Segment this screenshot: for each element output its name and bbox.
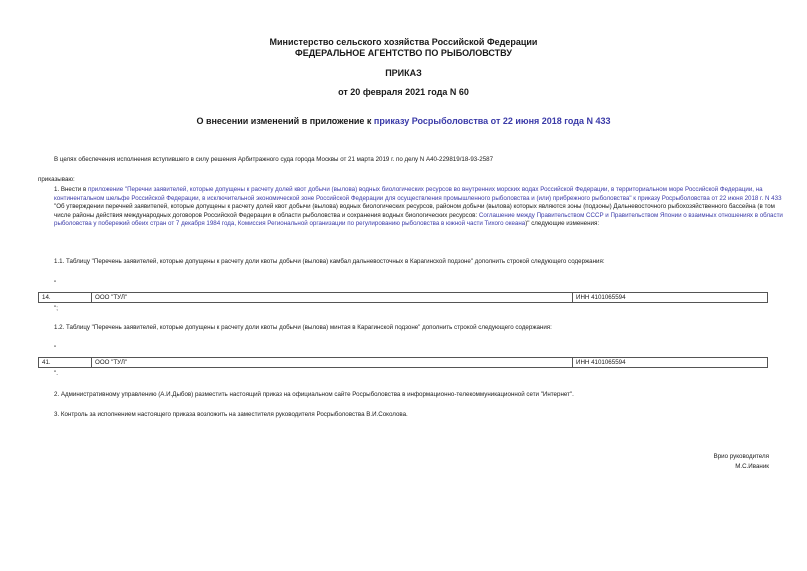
doc-type: ПРИКАЗ <box>385 68 422 78</box>
item-1-prefix: 1. Внести в <box>54 186 88 193</box>
preamble: В целях обеспечения исполнения вступившего в силу решения Арбитражного суда города Москвы от 21 марта 2019 г. по делу N А40-229819/18-93-2587 <box>54 156 494 163</box>
quote-open-2: " <box>54 345 57 352</box>
ministry-name: Министерство сельского хозяйства Российской Федерации <box>269 37 538 47</box>
signature-name: М.С.Иваник <box>735 463 769 470</box>
table-cell-inn: ИНН 4101065594 <box>573 293 768 303</box>
quote-open: " <box>54 280 57 287</box>
agency-name: ФЕДЕРАЛЬНОЕ АГЕНТСТВО ПО РЫБОЛОВСТВУ <box>295 48 512 58</box>
table-cell-num: 41. <box>39 358 92 368</box>
item-1-suffix: )" следующие изменения: <box>525 220 600 228</box>
signature-position: Врио руководителя <box>713 453 769 460</box>
item-1 <box>38 186 786 229</box>
item-1-mid: "Об утверждении перечней заявителей, которые допущены к расчету долей квот добычи (вылова) водных биологических ресурсов, районом добычи (вылова) которых являются зоны (подзоны) Дальневосточного рыбохозяйственного бассейна (в том числе районы действия международных договоров Российской Федерации в области рыболовства и сохранения водных биологических ресурсов: <box>54 203 775 219</box>
order-word: приказываю: <box>38 176 75 183</box>
quote-close: "; <box>54 305 58 312</box>
table-cell-inn: ИНН 4101065594 <box>573 358 768 368</box>
table-cell-name: ООО "ТУЛ" <box>92 293 573 303</box>
table-1 <box>38 292 768 303</box>
doc-subject <box>0 116 807 127</box>
table-cell-name: ООО "ТУЛ" <box>92 358 573 368</box>
table-2 <box>38 357 768 368</box>
table-row <box>39 358 768 368</box>
item-1-2: 1.2. Таблицу "Перечень заявителей, которые допущены к расчету доли квоты добычи (вылова) минтая в Карагинской подзоне" дополнить строкой следующего содержания: <box>54 324 552 331</box>
table-row <box>39 293 768 303</box>
quote-close-2: ". <box>54 370 58 377</box>
subject-link[interactable]: приказу Росрыболовства от 22 июня 2018 года N 433 <box>373 116 611 126</box>
item-2: 2. Административному управлению (А.И.Дыбов) разместить настоящий приказ на официальном сайте Росрыболовства в информационно-телекоммуникационной сети "Интернет". <box>54 391 574 398</box>
subject-prefix: О внесении изменений в приложение к <box>196 116 374 126</box>
item-3: 3. Контроль за исполнением настоящего приказа возложить на заместителя руководителя Росрыболовства В.И.Соколова. <box>54 411 408 418</box>
signature-block <box>714 452 769 472</box>
table-cell-num: 14. <box>39 293 92 303</box>
item-1-1: 1.1. Таблицу "Перечень заявителей, которые допущены к расчету доли квоты добычи (вылова) камбал дальневосточных в Карагинской подзоне" дополнить строкой следующего содержания: <box>54 258 605 265</box>
item-1-link[interactable]: приложение "Перечни заявителей, которые допущены к расчету долей квот добычи (вылова) водных биологических ресурсов во внутренних морских водах Российской Федерации, в территориальном море Российской Федерации, на континентальном шельфе Российской Федерации, в исключительной экономической зоне Российской Федерации для осуществления промышленного рыболовства и (или) прибрежного рыболовства" к приказу Росрыболовства от 22 июня 2018 г. N 433 <box>54 186 782 202</box>
doc-date-number: от 20 февраля 2021 года N 60 <box>338 87 469 97</box>
item-1-link2[interactable]: Соглашение между Правительством СССР и Правительством Японии о взаимных отношениях в области рыболовства у побережий обеих стран от 7 декабря 1984 года, Комиссия Региональной организации по регулированию рыболовства в южной части Тихого океана <box>54 211 783 228</box>
